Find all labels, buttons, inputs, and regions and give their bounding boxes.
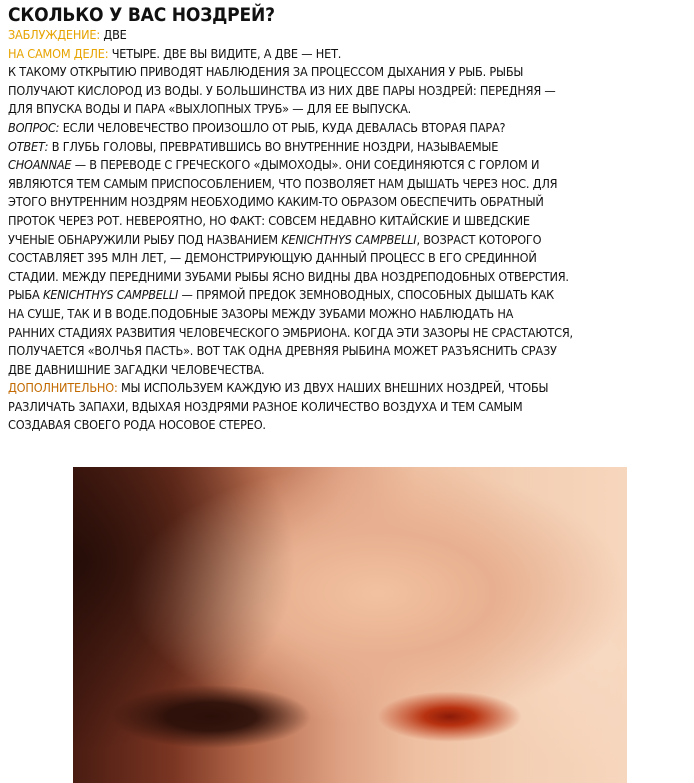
question-text: ЕСЛИ ЧЕЛОВЕЧЕСТВО ПРОИЗОШЛО ОТ РЫБ, КУДА ДЕВАЛАСЬ ВТОРАЯ ПАРА? bbox=[62, 119, 506, 135]
misconception-text: ДВЕ bbox=[103, 27, 127, 42]
page-title: СКОЛЬКО У ВАС НОЗДРЕЙ? bbox=[8, 4, 275, 26]
answer-line bbox=[8, 156, 688, 175]
answer-line: РАННИХ СТАДИЯХ РАЗВИТИЯ ЧЕЛОВЕЧЕСКОГО ЭМБРИОНА. КОГДА ЭТИ ЗАЗОРЫ НЕ СРАСТАЮТСЯ, bbox=[8, 324, 573, 340]
misconception-line bbox=[8, 26, 688, 45]
paragraph-line: ДЛЯ ВПУСКА ВОДЫ И ПАРА «ВЫХЛОПНЫХ ТРУБ» — ДЛЯ ЕЕ ВЫПУСКА. bbox=[8, 101, 412, 117]
answer-text: УЧЕНЫЕ ОБНАРУЖИЛИ РЫБУ ПОД НАЗВАНИЕМ bbox=[8, 231, 278, 247]
photo-shade bbox=[73, 467, 627, 783]
answer-line bbox=[8, 138, 688, 157]
nose-photo bbox=[73, 467, 627, 783]
species-name: KENICHTHYS CAMPBELLI bbox=[281, 231, 417, 247]
answer-text: — В ПЕРЕВОДЕ С ГРЕЧЕСКОГО «ДЫМОХОДЫ». ОНИ СОЕДИНЯЮТСЯ С ГОРЛОМ И bbox=[74, 157, 540, 173]
additional-text: МЫ ИСПОЛЬЗУЕМ КАЖДУЮ ИЗ ДВУХ НАШИХ ВНЕШНИХ НОЗДРЕЙ, ЧТОБЫ bbox=[120, 380, 549, 396]
answer-text: — ПРЯМОЙ ПРЕДОК ЗЕМНОВОДНЫХ, СПОСОБНЫХ ДЫШАТЬ КАК bbox=[181, 287, 554, 303]
reality-label: НА САМОМ ДЕЛЕ: bbox=[8, 45, 109, 61]
reality-line bbox=[8, 45, 688, 64]
question-label: ВОПРОС: bbox=[8, 119, 60, 135]
answer-text: В ГЛУБЬ ГОЛОВЫ, ПРЕВРАТИВШИСЬ ВО ВНУТРЕННИЕ НОЗДРИ, НАЗЫВАЕМЫЕ bbox=[51, 138, 499, 154]
answer-line: НА СУШЕ, ТАК И В ВОДЕ.ПОДОБНЫЕ ЗАЗОРЫ МЕЖДУ ЗУБАМИ МОЖНО НАБЛЮДАТЬ НА bbox=[8, 305, 514, 321]
paragraph-line: К ТАКОМУ ОТКРЫТИЮ ПРИВОДЯТ НАБЛЮДЕНИЯ ЗА ПРОЦЕССОМ ДЫХАНИЯ У РЫБ. РЫБЫ bbox=[8, 64, 524, 80]
answer-label: ОТВЕТ: bbox=[8, 138, 49, 154]
answer-line: ПРОТОК ЧЕРЕЗ РОТ. НЕВЕРОЯТНО, НО ФАКТ: СОВСЕМ НЕДАВНО КИТАЙСКИЕ И ШВЕДСКИЕ bbox=[8, 212, 530, 228]
additional-line bbox=[8, 379, 688, 398]
additional-line: СОЗДАВАЯ СВОЕГО РОДА НОСОВОЕ СТЕРЕО. bbox=[8, 417, 266, 433]
answer-line: СОСТАВЛЯЕТ 395 МЛН ЛЕТ, — ДЕМОНСТРИРУЮЩУЮ ДАННЫЙ ПРОЦЕСС В ЕГО СРЕДИННОЙ bbox=[8, 250, 537, 266]
answer-line bbox=[8, 231, 688, 250]
answer-line: СТАДИИ. МЕЖДУ ПЕРЕДНИМИ ЗУБАМИ РЫБЫ ЯСНО ВИДНЫ ДВА НОЗДРЕПОДОБНЫХ ОТВЕРСТИЯ. bbox=[8, 268, 569, 284]
answer-text: , ВОЗРАСТ КОТОРОГО bbox=[416, 231, 542, 247]
answer-line: ЯВЛЯЮТСЯ ТЕМ САМЫМ ПРИСПОСОБЛЕНИЕМ, ЧТО ПОЗВОЛЯЕТ НАМ ДЫШАТЬ ЧЕРЕЗ НОС. ДЛЯ bbox=[8, 175, 558, 191]
reality-text: ЧЕТЫРЕ. ДВЕ ВЫ ВИДИТЕ, А ДВЕ — НЕТ. bbox=[111, 45, 342, 61]
answer-line bbox=[8, 286, 688, 305]
answer-line: ПОЛУЧАЕТСЯ «ВОЛЧЬЯ ПАСТЬ». ВОТ ТАК ОДНА ДРЕВНЯЯ РЫБИНА МОЖЕТ РАЗЪЯСНИТЬ СРАЗУ bbox=[8, 343, 557, 359]
additional-line: РАЗЛИЧАТЬ ЗАПАХИ, ВДЫХАЯ НОЗДРЯМИ РАЗНОЕ КОЛИЧЕСТВО ВОЗДУХА И ТЕМ САМЫМ bbox=[8, 398, 523, 414]
question-line bbox=[8, 119, 688, 138]
misconception-label: ЗАБЛУЖДЕНИЕ: bbox=[8, 27, 101, 42]
paragraph-line: ПОЛУЧАЮТ КИСЛОРОД ИЗ ВОДЫ. У БОЛЬШИНСТВА ИЗ НИХ ДВЕ ПАРЫ НОЗДРЕЙ: ПЕРЕДНЯЯ — bbox=[8, 82, 556, 98]
article-text bbox=[8, 4, 688, 435]
species-name: KENICHTHYS CAMPBELLI bbox=[42, 287, 179, 303]
choannae-term: CHOANNAE bbox=[8, 157, 72, 173]
additional-label: ДОПОЛНИТЕЛЬНО: bbox=[8, 380, 118, 396]
answer-line: ДВЕ ДАВНИШНИЕ ЗАГАДКИ ЧЕЛОВЕЧЕСТВА. bbox=[8, 361, 265, 377]
answer-line: ЭТОГО ВНУТРЕННИМ НОЗДРЯМ НЕОБХОДИМО КАКИМ-ТО ОБРАЗОМ ОБЕСПЕЧИТЬ ОБРАТНЫЙ bbox=[8, 194, 544, 210]
answer-text: РЫБА bbox=[8, 287, 40, 303]
